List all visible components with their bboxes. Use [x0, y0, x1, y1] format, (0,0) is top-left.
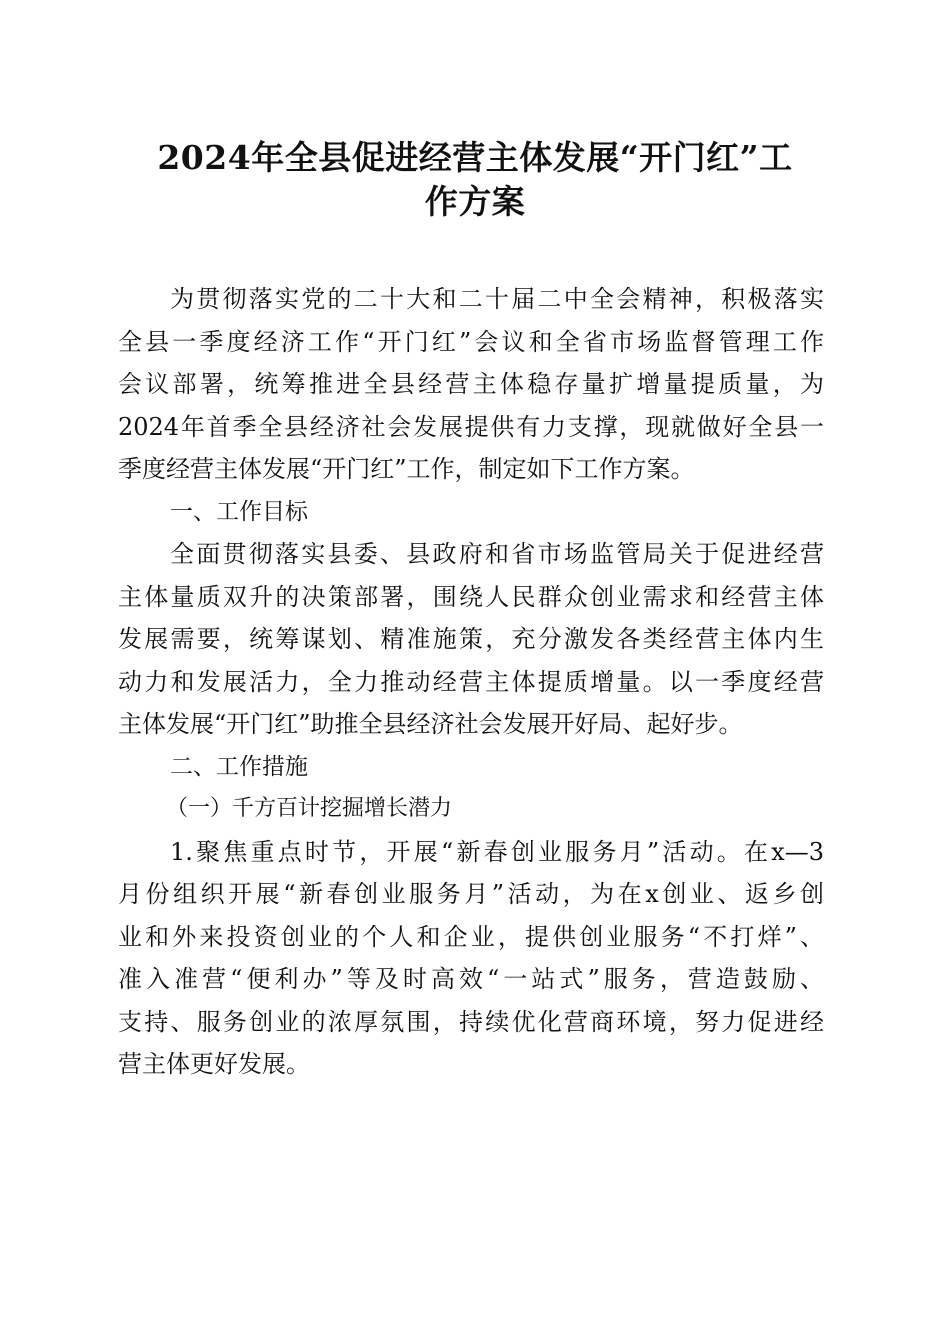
document-title: [120, 136, 830, 224]
document-body: [118, 278, 824, 1086]
paragraph-line: 全县一季度经济工作“开门红”会议和全省市场监督管理工作: [118, 327, 824, 356]
item-1-paragraph: [118, 831, 824, 1086]
title-line-1: 2024年全县促进经营主体发展“开门红”工: [157, 138, 793, 177]
paragraph-line: 业和外来投资创业的个人和企业，提供创业服务“不打烊”、: [118, 922, 824, 951]
paragraph-line: 支持、服务创业的浓厚氛围，持续优化营商环境，努力促进经: [118, 1007, 824, 1036]
intro-paragraph: [118, 278, 824, 491]
paragraph-line: 月份组织开展“新春创业服务月”活动，为在x创业、返乡创: [118, 880, 824, 908]
title-line-2: 作方案: [424, 182, 526, 221]
paragraph-line: 准入准营“便利办”等及时高效“一站式”服务，营造鼓励、: [118, 965, 824, 993]
paragraph-line: 为贯彻落实党的二十大和二十届二中全会精神，积极落实: [170, 285, 824, 313]
paragraph-line: 营主体更好发展。: [118, 1050, 310, 1078]
paragraph-line: 2024年首季全县经济社会发展提供有力支撑，现就做好全县一: [118, 412, 824, 441]
paragraph-line: 全面贯彻落实县委、县政府和省市场监管局关于促进经营: [170, 540, 824, 568]
subsection-heading: （一）千方百计挖掘增长潜力: [166, 796, 453, 821]
paragraph-line: 会议部署，统筹推进全县经营主体稳存量扩增量提质量，为: [118, 370, 824, 398]
paragraph-line: 主体量质双升的决策部署，围绕人民群众创业需求和经营主体: [118, 582, 824, 611]
paragraph-line: 1.聚焦重点时节，开展“新春创业服务月”活动。在x—3: [170, 837, 824, 866]
section-heading-goals: 一、工作目标: [170, 498, 308, 525]
section-heading-measures: 二、工作措施: [170, 753, 308, 780]
paragraph-line: 季度经营主体发展“开门红”工作，制定如下工作方案。: [118, 455, 695, 483]
paragraph-line: 发展需要，统筹谋划、精准施策，充分激发各类经营主体内生: [118, 625, 824, 653]
goals-paragraph: [118, 533, 824, 746]
paragraph-line: 主体发展“开门红”助推全县经济社会发展开好局、起好步。: [118, 710, 743, 738]
paragraph-line: 动力和发展活力，全力推动经营主体提质增量。以一季度经营: [118, 667, 824, 696]
